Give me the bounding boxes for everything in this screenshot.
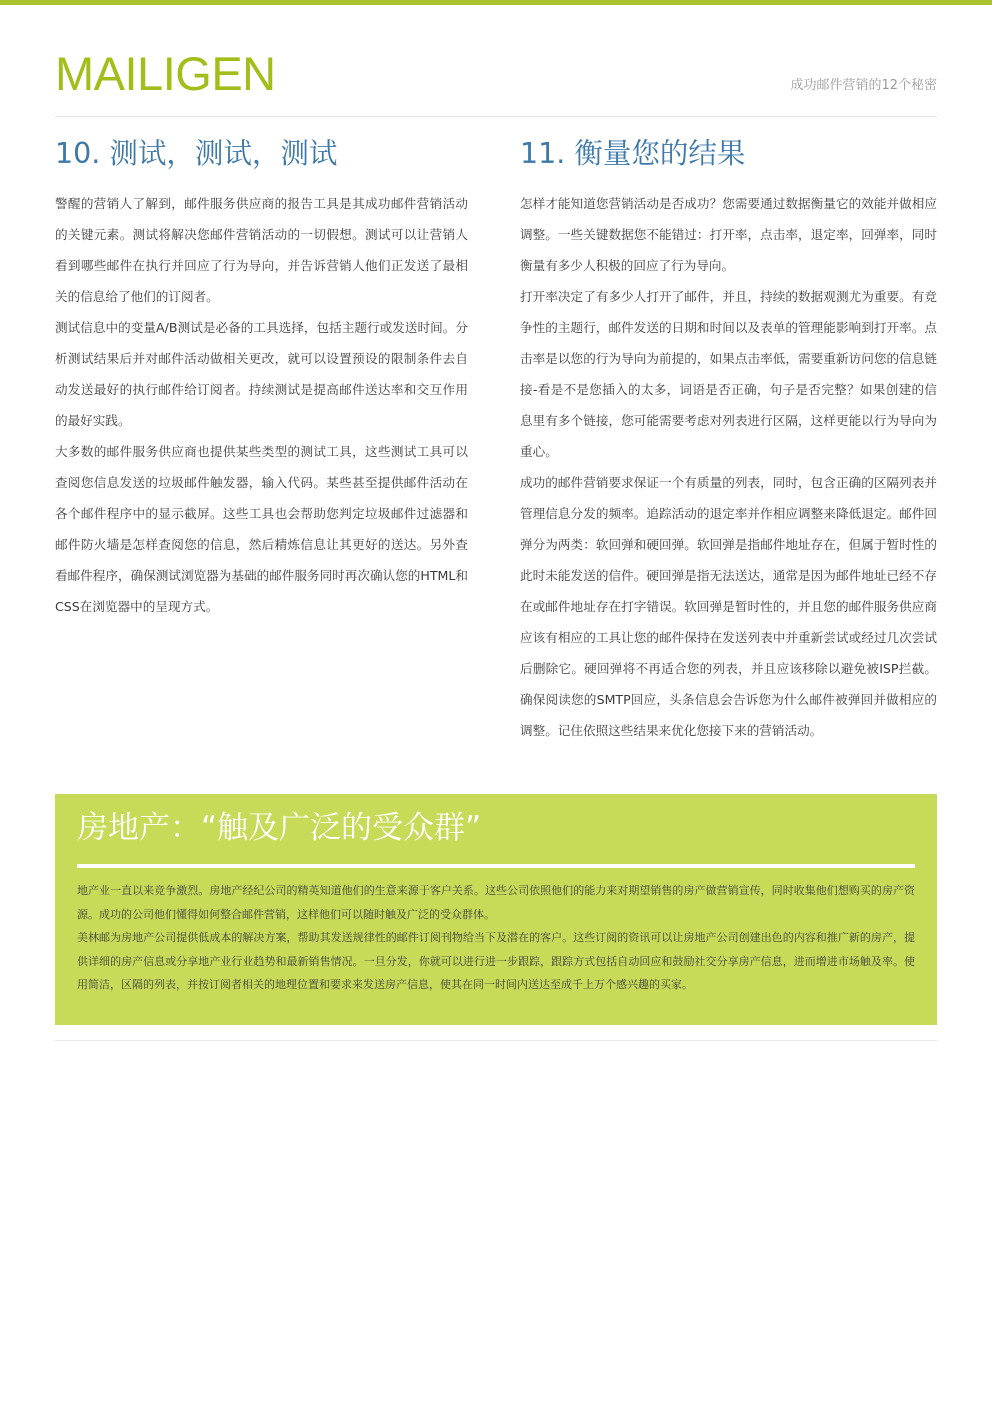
section-testing	[55, 136, 468, 622]
banner-body	[77, 879, 915, 997]
section-paragraph: 怎样才能知道您营销活动是否成功？您需要通过数据衡量它的效能并做相应调整。一些关键数据您不能错过：打开率，点击率，退定率，回弹率，同时衡量有多少人积极的回应了行为导向。	[520, 196, 937, 273]
section-paragraph: 警醒的营销人了解到，邮件服务供应商的报告工具是其成功邮件营销活动的关键元素。测试将解决您邮件营销活动的一切假想。测试可以让营销人看到哪些邮件在执行并回应了行为导向，并告诉营销人他们正发送了最相关的信息给了他们的订阅者。	[55, 196, 468, 304]
section-title: 11. 衡量您的结果	[520, 137, 746, 170]
section-title: 10. 测试，测试，测试	[55, 137, 338, 170]
banner-divider	[77, 864, 915, 868]
section-paragraph: 成功的邮件营销要求保证一个有质量的列表，同时，包含正确的区隔列表并管理信息分发的频率。追踪活动的退定率并作相应调整来降低退定。邮件回弹分为两类：软回弹和硬回弹。软回弹是指邮件地址存在，但属于暂时性的此时未能发送的信件。硬回弹是指无法送达，通常是因为邮件地址已经不存在或邮件地址存在打字错误。软回弹是暂时性的，并且您的邮件服务供应商应该有相应的工具让您的邮件保持在发送列表中并重新尝试或经过几次尝试后删除它。硬回弹将不再适合您的列表，并且应该移除以避免被ISP拦截。确保阅读您的SMTP回应，头条信息会告诉您为什么邮件被弹回并做相应的调整。记住依照这些结果来优化您接下来的营销活动。	[520, 475, 937, 738]
real-estate-banner	[55, 794, 937, 1025]
section-paragraph: 大多数的邮件服务供应商也提供某些类型的测试工具，这些测试工具可以查阅您信息发送的垃圾邮件触发器，输入代码。某些甚至提供邮件活动在各个邮件程序中的显示截屏。这些工具也会帮助您判定垃圾邮件过滤器和邮件防火墙是怎样查阅您的信息，然后精炼信息让其更好的送达。另外查看邮件程序，确保测试浏览器为基础的邮件服务同时再次确认您的HTML和CSS在浏览器中的呈现方式。	[55, 444, 468, 614]
banner-title: 房地产：“触及广泛的受众群”	[77, 810, 482, 846]
section-measure-results	[520, 136, 937, 746]
mailigen-logo: MAILIGEN	[55, 47, 276, 100]
section-paragraph: 测试信息中的变量A/B测试是必备的工具选择，包括主题行或发送时间。分析测试结果后并对邮件活动做相关更改，就可以设置预设的限制条件去自动发送最好的执行邮件给订阅者。持续测试是提高邮件送达率和交互作用的最好实践。	[55, 320, 468, 428]
bottom-divider	[55, 1040, 937, 1041]
banner-paragraph: 美林邮为房地产公司提供低成本的解决方案，帮助其发送规律性的邮件订阅刊物给当下及潜在的客户。这些订阅的资讯可以让房地产公司创建出色的内容和推广新的房产，提供详细的房产信息或分享地产业行业趋势和最新销售情况。一旦分发，你就可以进行进一步跟踪，跟踪方式包括自动回应和鼓励社交分享房产信息，进而增进市场触及率。使用简洁，区隔的列表，并按订阅者相关的地理位置和要求来发送房产信息，使其在同一时间内送达至成千上万个感兴趣的买家。	[77, 931, 915, 991]
top-accent-rule	[0, 0, 992, 5]
header-divider	[55, 116, 937, 117]
section-paragraph: 打开率决定了有多少人打开了邮件，并且，持续的数据观测尤为重要。有竞争性的主题行，邮件发送的日期和时间以及表单的管理能影响到打开率。点击率是以您的行为导向为前提的，如果点击率低，需要重新访问您的信息链接-看是不是您插入的太多，词语是否正确，句子是否完整？如果创建的信息里有多个链接，您可能需要考虑对列表进行区隔，这样更能以行为导向为重心。	[520, 289, 937, 459]
banner-paragraph: 地产业一直以来竞争激烈。房地产经纪公司的精英知道他们的生意来源于客户关系。这些公司依照他们的能力来对期望销售的房产做营销宣传，同时收集他们想购买的房产资源。成功的公司他们懂得如何整合邮件营销，这样他们可以随时触及广泛的受众群体。	[77, 884, 915, 921]
header-subtitle: 成功邮件营销的12个秘密	[790, 78, 937, 93]
